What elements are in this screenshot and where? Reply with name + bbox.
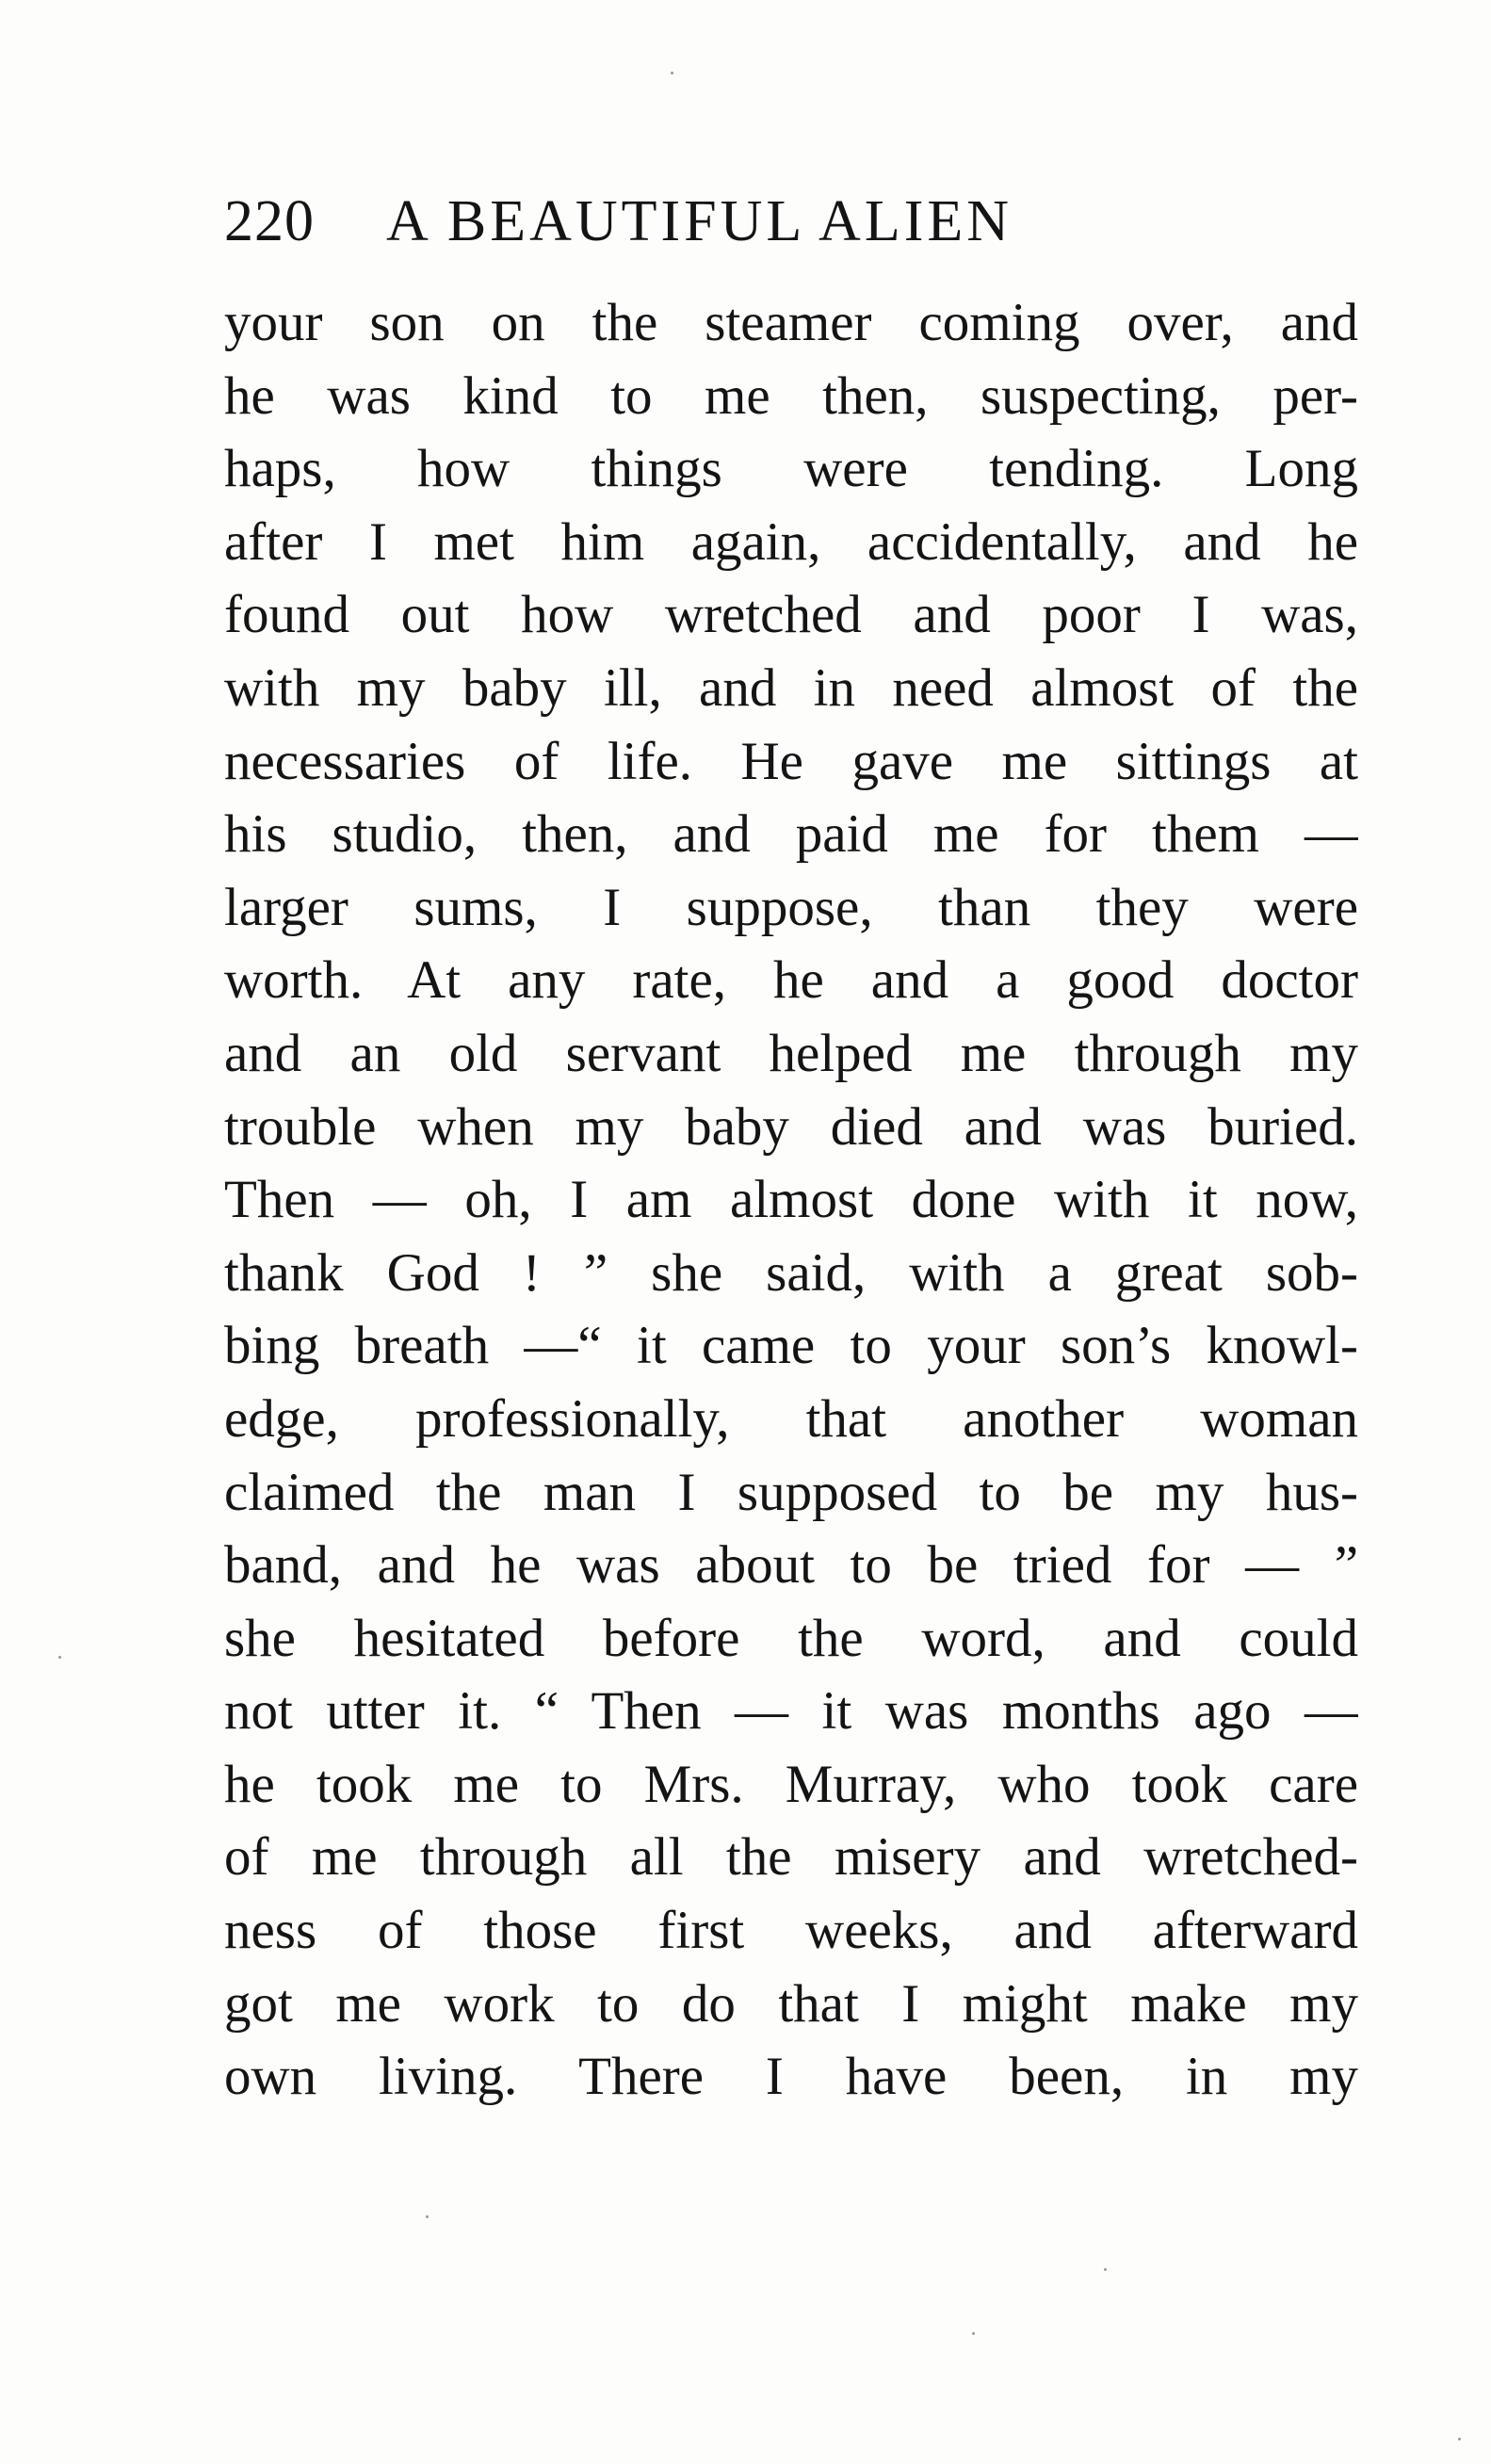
text-line: claimed the man I supposed to be my hus- <box>224 1462 1358 1522</box>
text-line: own living. There I have been, in my <box>224 2047 1358 2107</box>
text-line: edge, professionally, that another woman <box>224 1388 1358 1449</box>
text-line: got me work to do that I might make my <box>224 1973 1358 2034</box>
text-line: he was kind to me then, suspecting, per- <box>224 365 1358 426</box>
paper-speck <box>972 2332 975 2335</box>
text-line: with my baby ill, and in need almost of the <box>224 657 1358 718</box>
text-line: of me through all the misery and wretched- <box>224 1827 1358 1888</box>
paper-speck <box>58 1656 61 1659</box>
paper-speck <box>1104 2268 1107 2271</box>
text-line: ness of those first weeks, and afterward <box>224 1901 1358 1961</box>
text-line: thank God ! ” she said, with a great sob- <box>224 1242 1358 1303</box>
text-line: bing breath —“ it came to your son’s knowl- <box>224 1316 1358 1376</box>
text-line: haps, how things were tending. Long <box>224 439 1358 499</box>
text-line: necessaries of life. He gave me sittings at <box>224 731 1358 791</box>
book-title: A BEAUTIFUL ALIEN <box>386 189 1013 253</box>
text-line: band, and he was about to be tried for — ” <box>224 1535 1358 1596</box>
text-line: not utter it. “ Then — it was months ago — <box>224 1681 1358 1742</box>
text-line: he took me to Mrs. Murray, who took care <box>224 1754 1358 1814</box>
paper-speck <box>1458 2438 1461 2440</box>
paper-speck <box>671 72 673 74</box>
body-text <box>224 286 1358 2114</box>
paper-speck <box>426 2215 429 2218</box>
page-number: 220 <box>224 189 315 253</box>
text-line: trouble when my baby died and was buried. <box>224 1096 1358 1157</box>
text-line: and an old servant helped me through my <box>224 1023 1358 1083</box>
text-line: after I met him again, accidentally, and he <box>224 511 1358 572</box>
text-line: larger sums, I suppose, than they were <box>224 877 1358 937</box>
text-line: found out how wretched and poor I was, <box>224 585 1358 645</box>
text-line: Then — oh, I am almost done with it now, <box>224 1170 1358 1230</box>
text-line: she hesitated before the word, and could <box>224 1608 1358 1668</box>
text-line: your son on the steamer coming over, and <box>224 293 1358 352</box>
text-line: worth. At any rate, he and a good doctor <box>224 950 1358 1011</box>
text-line: his studio, then, and paid me for them — <box>224 804 1358 865</box>
running-head <box>224 179 1354 264</box>
